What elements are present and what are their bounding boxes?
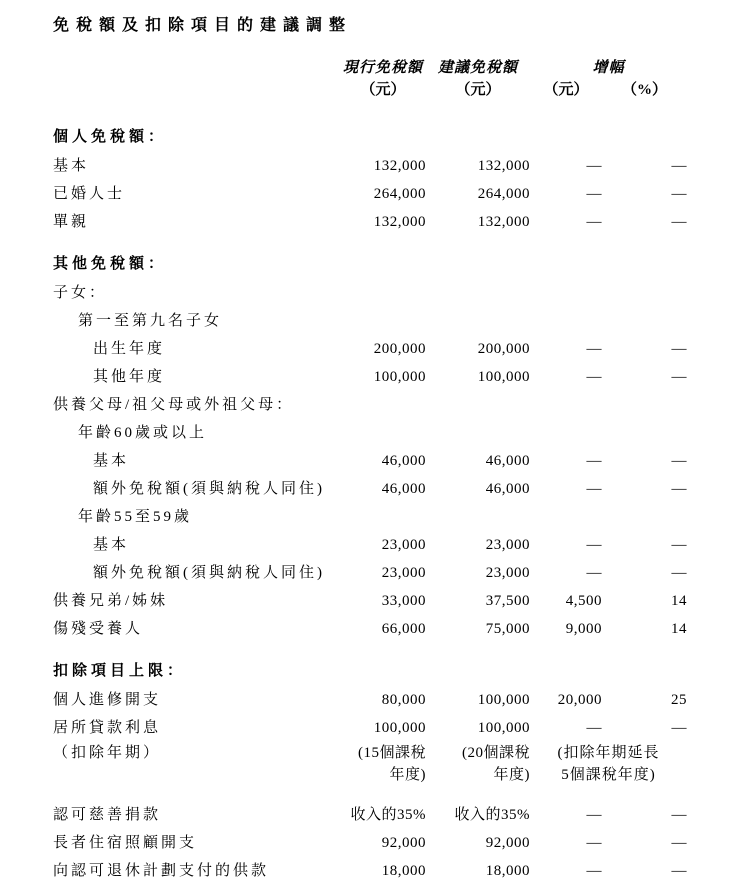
proposed-allowance-value: 23,000	[485, 537, 530, 553]
allowances-deductions-table	[53, 55, 687, 883]
current-allowance-value: 80,000	[381, 692, 426, 708]
increase-amount-value: —	[586, 863, 602, 879]
data-row	[53, 335, 687, 363]
row-label: 其他免稅額：	[53, 256, 168, 272]
label-row	[53, 391, 687, 419]
table-header	[53, 55, 687, 109]
data-row	[53, 559, 687, 587]
header-proposed-unit: （元）	[455, 82, 501, 98]
increase-percent-value: 14	[671, 621, 688, 637]
proposed-allowance-value: 37,500	[485, 593, 530, 609]
row-label: 供養兄弟/姊妹	[53, 593, 169, 609]
header-spacer	[53, 79, 340, 109]
row-label: 單親	[53, 214, 90, 230]
increase-amount-value: —	[586, 565, 602, 581]
row-label: 個人免稅額：	[53, 129, 168, 145]
proposed-allowance-value: 收入的35%	[454, 807, 530, 823]
increase-amount-value: —	[586, 369, 602, 385]
section-header-row	[53, 109, 687, 152]
increase-percent-value: —	[671, 565, 688, 581]
header-increase-amount-unit: （元）	[543, 82, 589, 98]
data-row	[53, 789, 687, 829]
header-row-units	[53, 79, 687, 109]
row-label: 長者住宿照顧開支	[53, 835, 198, 851]
current-allowance-value: 33,000	[381, 593, 426, 609]
current-allowance-value: 132,000	[373, 214, 426, 230]
current-allowance-value: 46,000	[381, 453, 426, 469]
proposed-allowance-value: 46,000	[485, 481, 530, 497]
data-row	[53, 363, 687, 391]
page-title: 免稅額及扣除項目的建議調整	[53, 17, 353, 34]
current-allowance-value: 132,000	[373, 158, 426, 174]
increase-percent-value: —	[671, 186, 688, 202]
data-row	[53, 152, 687, 180]
increase-percent-value: —	[671, 369, 688, 385]
row-label: 出生年度	[93, 341, 166, 357]
section-header-row	[53, 643, 687, 686]
header-current-allowance: 現行免稅額	[342, 60, 423, 76]
current-allowance-value: 100,000	[373, 720, 426, 736]
increase-percent-value: —	[671, 214, 688, 230]
increase-note-value: (扣除年期延長 5個課稅年度)	[557, 745, 660, 783]
proposed-allowance-value: 46,000	[485, 453, 530, 469]
label-row	[53, 419, 687, 447]
increase-amount-value: —	[586, 186, 602, 202]
header-increase-percent-unit: （%）	[622, 82, 668, 98]
row-label: 已婚人士	[53, 186, 126, 202]
data-row	[53, 615, 687, 643]
row-label: 扣除項目上限：	[53, 663, 187, 679]
proposed-allowance-value: 264,000	[477, 186, 530, 202]
data-row	[53, 587, 687, 615]
current-allowance-value: 92,000	[381, 835, 426, 851]
current-allowance-value: 46,000	[381, 481, 426, 497]
proposed-allowance-value: 100,000	[477, 720, 530, 736]
row-label: 額外免稅額(須與納稅人同住)	[93, 481, 325, 497]
proposed-allowance-value: 132,000	[477, 214, 530, 230]
row-label: 基本	[53, 158, 90, 174]
proposed-allowance-value: (20個課稅 年度)	[462, 745, 530, 783]
data-row	[53, 180, 687, 208]
header-spacer	[53, 55, 340, 79]
increase-percent-value: —	[671, 453, 688, 469]
row-label: 其他年度	[93, 369, 166, 385]
proposed-allowance-value: 18,000	[485, 863, 530, 879]
proposed-allowance-value: 100,000	[477, 692, 530, 708]
row-label: 子女：	[53, 285, 108, 301]
increase-amount-value: 9,000	[565, 621, 602, 637]
header-proposed-allowance: 建議免稅額	[437, 60, 518, 76]
increase-amount-value: 20,000	[557, 692, 602, 708]
data-row	[53, 714, 687, 742]
proposed-allowance-value: 92,000	[485, 835, 530, 851]
increase-amount-value: —	[586, 158, 602, 174]
current-allowance-value: 18,000	[381, 863, 426, 879]
increase-amount-value: —	[586, 807, 602, 823]
increase-percent-value: —	[671, 720, 688, 736]
row-label: 基本	[93, 453, 130, 469]
row-label: 年齡55至59歲	[78, 509, 193, 525]
increase-amount-value: —	[586, 481, 602, 497]
increase-percent-value: —	[671, 807, 688, 823]
increase-percent-value: 25	[671, 692, 688, 708]
row-label: 向認可退休計劃支付的供款	[53, 863, 270, 879]
proposed-allowance-value: 100,000	[477, 369, 530, 385]
increase-percent-value: 14	[671, 593, 688, 609]
increase-percent-value: —	[671, 537, 688, 553]
row-label: 供養父母/祖父母或外祖父母：	[53, 397, 295, 413]
increase-percent-value: —	[671, 835, 688, 851]
proposed-allowance-value: 200,000	[477, 341, 530, 357]
current-allowance-value: 23,000	[381, 565, 426, 581]
current-allowance-value: 100,000	[373, 369, 426, 385]
increase-amount-value: —	[586, 720, 602, 736]
label-row	[53, 279, 687, 307]
increase-amount-value: 4,500	[565, 593, 602, 609]
proposed-allowance-value: 132,000	[477, 158, 530, 174]
current-allowance-value: 66,000	[381, 621, 426, 637]
label-row	[53, 503, 687, 531]
increase-amount-value: —	[586, 214, 602, 230]
increase-percent-value: —	[671, 863, 688, 879]
row-label: 額外免稅額(須與納稅人同住)	[93, 565, 325, 581]
table-body	[53, 109, 687, 883]
current-allowance-value: 23,000	[381, 537, 426, 553]
increase-percent-value: —	[671, 158, 688, 174]
row-label: 傷殘受養人	[53, 621, 144, 637]
row-label: 個人進修開支	[53, 692, 162, 708]
data-row	[53, 208, 687, 236]
header-increase: 增幅	[592, 60, 625, 76]
current-allowance-value: 收入的35%	[350, 807, 426, 823]
row-label: 第一至第九名子女	[78, 313, 223, 329]
data-row	[53, 829, 687, 857]
data-row	[53, 531, 687, 559]
data-row	[53, 475, 687, 503]
increase-amount-value: —	[586, 341, 602, 357]
increase-amount-value: —	[586, 453, 602, 469]
data-row	[53, 686, 687, 714]
row-label: 年齡60歲或以上	[78, 425, 208, 441]
row-label: 基本	[93, 537, 130, 553]
current-allowance-value: 264,000	[373, 186, 426, 202]
header-row-titles	[53, 55, 687, 79]
data-row	[53, 742, 687, 789]
data-row	[53, 857, 687, 883]
row-label: 認可慈善捐款	[53, 807, 162, 823]
row-label: 居所貸款利息	[53, 720, 162, 736]
label-row	[53, 307, 687, 335]
section-header-row	[53, 236, 687, 279]
row-label: （扣除年期）	[53, 745, 162, 761]
proposed-allowance-value: 75,000	[485, 621, 530, 637]
header-current-unit: （元）	[360, 82, 406, 98]
proposed-allowance-value: 23,000	[485, 565, 530, 581]
increase-amount-value: —	[586, 537, 602, 553]
increase-amount-value: —	[586, 835, 602, 851]
increase-percent-value: —	[671, 481, 688, 497]
current-allowance-value: (15個課稅 年度)	[358, 745, 426, 783]
current-allowance-value: 200,000	[373, 341, 426, 357]
increase-percent-value: —	[671, 341, 688, 357]
data-row	[53, 447, 687, 475]
